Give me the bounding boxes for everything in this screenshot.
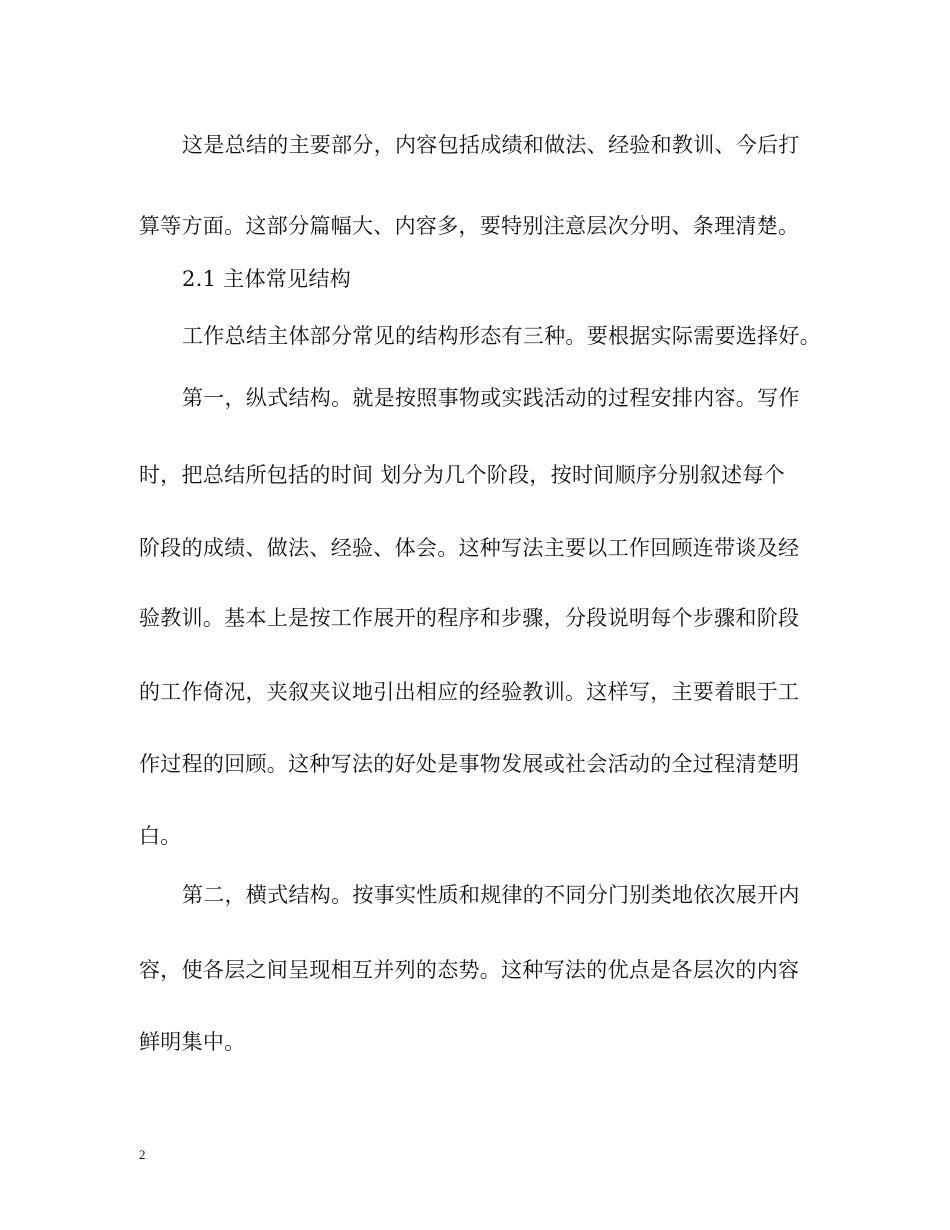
text-line: 时，把总结所包括的时间 划分为几个阶段，按时间顺序分别叙述每个 <box>139 463 785 487</box>
text-line: 第二，横式结构。按事实性质和规律的不同分门别类地依次展开内 <box>182 883 800 907</box>
text-line: 容，使各层之间呈现相互并列的态势。这种写法的优点是各层次的内容 <box>139 958 800 982</box>
text-line: 鲜明集中。 <box>139 1030 246 1054</box>
text-line: 工作总结主体部分常见的结构形态有三种。要根据实际需要选择好。 <box>182 324 821 348</box>
text-line: 白。 <box>139 824 182 848</box>
text-line: 作过程的回顾。这种写法的好处是事物发展或社会活动的全过程清楚明 <box>139 752 800 776</box>
text-line: 算等方面。这部分篇幅大、内容多，要特别注意层次分明、条理清楚。 <box>139 214 800 238</box>
text-line: 的工作倚况，夹叙夹议地引出相应的经验教训。这样写，主要着眼于工 <box>139 680 800 704</box>
text-line: 第一，纵式结构。就是按照事物或实践活动的过程安排内容。写作 <box>182 386 800 410</box>
page-number: 2 <box>139 1147 146 1162</box>
text-line: 验教训。基本上是按工作展开的程序和步骤，分段说明每个步骤和阶段 <box>139 606 800 630</box>
text-line: 阶段的成绩、做法、经验、体会。这种写法主要以工作回顾连带谈及经 <box>139 536 800 560</box>
text-line: 这是总结的主要部分，内容包括成绩和做法、经验和教训、今后打 <box>182 133 800 157</box>
section-heading: 2.1 主体常见结构 <box>182 267 352 291</box>
